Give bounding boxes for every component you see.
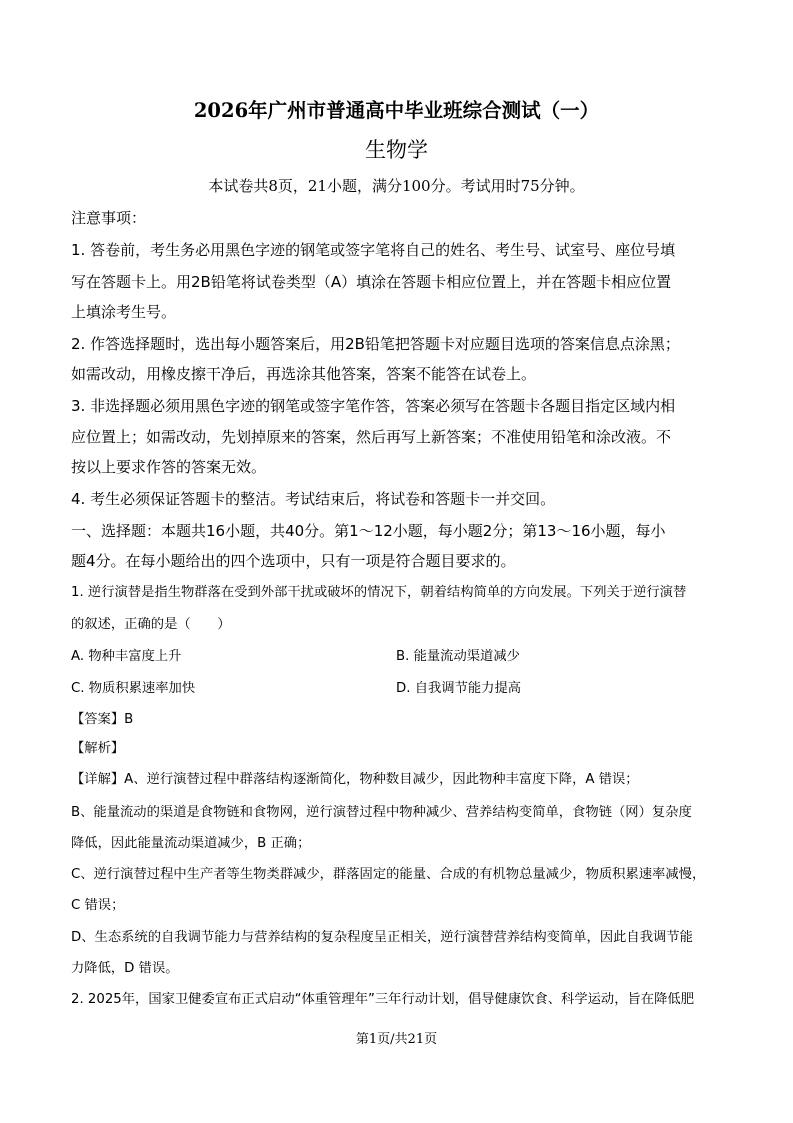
detail-line: 降低，因此能量流动渠道减少，B 正确； xyxy=(71,836,311,851)
detail-line: B、能量流动的渠道是食物链和食物网，逆行演替过程中物种减少、营养结构变简单，食物链（网）复杂度 xyxy=(71,805,692,820)
note-line: 应位置上；如需改动，先划掉原来的答案，然后再写上新答案；不准使用铅笔和涂改液。不 xyxy=(71,428,672,446)
note-line: 如需改动，用橡皮擦干净后，再选涂其他答案，答案不能答在试卷上。 xyxy=(71,365,537,383)
note-line: 3. 非选择题必须用黑色字迹的钢笔或签字笔作答，答案必须写在答题卡各题目指定区域内相 xyxy=(71,397,676,415)
note-line: 1. 答卷前，考生务必用黑色字迹的钢笔或签字笔将自己的姓名、考生号、试室号、座位号填 xyxy=(71,241,676,259)
option-a: A. 物种丰富度上升 xyxy=(71,649,182,664)
analysis-label: 【解析】 xyxy=(71,741,125,756)
question-stem: 的叙述，正确的是（ ） xyxy=(71,617,231,632)
option-c: C. 物质积累速率加快 xyxy=(71,681,196,696)
detail-line: C、逆行演替过程中生产者等生物类群减少，群落固定的能量、合成的有机物总量减少，物质积累速率减慢， xyxy=(71,867,706,882)
note-line: 写在答题卡上。用2B铅笔将试卷类型（A）填涂在答题卡相应位置上，并在答题卡相应位置 xyxy=(71,273,672,291)
note-line: 上填涂考生号。 xyxy=(71,303,177,321)
note-line: 4. 考生必须保证答题卡的整洁。考试结束后，将试卷和答题卡一并交回。 xyxy=(71,490,556,508)
note-line: 2. 作答选择题时，选出每小题答案后，用2B铅笔把答题卡对应题目选项的答案信息点涂黑； xyxy=(71,335,680,353)
exam-info: 本试卷共8页，21小题，满分100分。考试用时75分钟。 xyxy=(208,177,585,195)
section-line: 一、选择题：本题共16小题，共40分。第1～12小题，每小题2分；第13～16小题，每小 xyxy=(71,522,666,540)
detail-line: D、生态系统的自我调节能力与营养结构的复杂程度呈正相关，逆行演替营养结构变简单，因此自我调节能 xyxy=(71,930,693,945)
section-line: 题4分。在每小题给出的四个选项中，只有一项是符合题目要求的。 xyxy=(71,552,516,570)
question-stem: 2. 2025年，国家卫健委宣布正式启动“体重管理年”三年行动计划，倡导健康饮食、科学运动，旨在降低肥 xyxy=(71,992,694,1007)
exam-title: 2026年广州市普通高中毕业班综合测试（一） xyxy=(193,99,600,122)
detail-line: 【详解】A、逆行演替过程中群落结构逐渐简化，物种数目减少，因此物种丰富度下降，A 错误； xyxy=(71,772,639,787)
option-d: D. 自我调节能力提高 xyxy=(396,681,522,696)
notes-heading: 注意事项： xyxy=(71,209,147,227)
question-stem: 1. 逆行演替是指生物群落在受到外部干扰或破坏的情况下，朝着结构简单的方向发展。下列关于逆行演替 xyxy=(71,585,687,600)
note-line: 按以上要求作答的答案无效。 xyxy=(71,458,267,476)
detail-line: 力降低，D 错误。 xyxy=(71,961,179,976)
answer-label: 【答案】B xyxy=(71,712,134,727)
detail-line: C 错误； xyxy=(71,898,125,913)
option-b: B. 能量流动渠道减少 xyxy=(396,649,520,664)
subject-title: 生物学 xyxy=(365,138,428,162)
page-footer: 第1页/共21页 xyxy=(355,1032,438,1047)
